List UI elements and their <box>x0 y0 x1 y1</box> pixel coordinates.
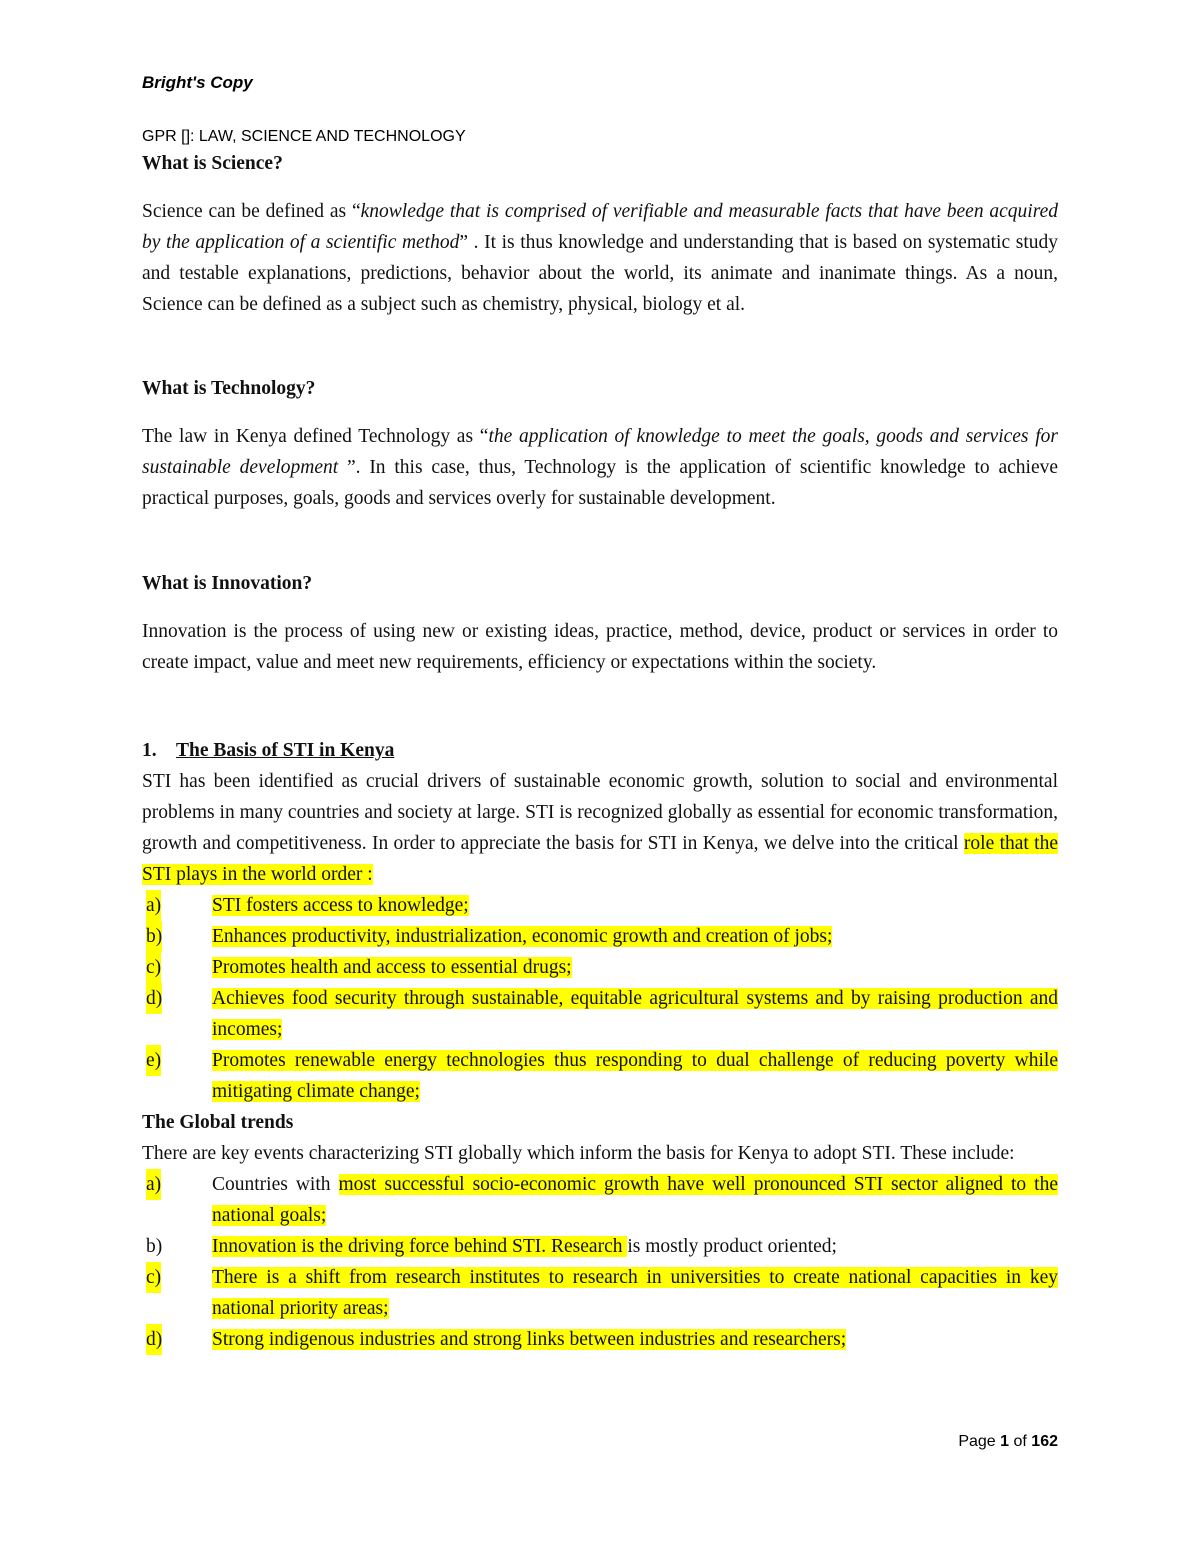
list-item <box>142 1324 1058 1355</box>
list-item-tail: is mostly product oriented; <box>627 1236 837 1257</box>
list-item-text: STI fosters access to knowledge; <box>212 895 469 916</box>
list-item <box>142 952 1058 983</box>
of-word: of <box>1013 1433 1027 1450</box>
list-marker: a) <box>146 1169 161 1200</box>
section-1-intro <box>142 766 1058 890</box>
list-item <box>142 1231 1058 1262</box>
list-item <box>142 890 1058 921</box>
innovation-section <box>142 573 1058 678</box>
list-item <box>142 1262 1058 1324</box>
list-marker: c) <box>146 952 161 983</box>
list-item-highlight: Strong indigenous industries and strong links between industries and researchers; <box>212 1329 847 1350</box>
science-intro: Science can be defined as “ <box>142 201 361 222</box>
current-page: 1 <box>1000 1433 1010 1450</box>
science-section <box>142 153 1058 320</box>
global-trends-heading: The Global trends <box>142 1112 294 1133</box>
section-title: The Basis of STI in Kenya <box>176 740 395 761</box>
list-marker: b) <box>146 1236 163 1257</box>
list-marker: c) <box>146 1262 161 1293</box>
innovation-paragraph: Innovation is the process of using new or existing ideas, practice, method, device, product or services in order to create impact, value and meet new requirements, efficiency or expectations within the society. <box>142 621 1058 673</box>
technology-intro: The law in Kenya defined Technology as “ <box>142 426 489 447</box>
global-trends-intro: There are key events characterizing STI globally which inform the basis for Kenya to adopt STI. These include: <box>142 1143 1015 1164</box>
technology-heading: What is Technology? <box>142 378 316 399</box>
technology-quote: the application of knowledge to meet the goals, goods and services for sustainable development <box>142 426 1058 478</box>
list-item-highlight: most successful socio-economic growth have well pronounced STI sector aligned to the national goals; <box>212 1174 1058 1226</box>
science-rest: ” . It is thus knowledge and understanding that is based on systematic study and testable explanations, predictions, behavior about the world, its animate and inanimate things. As a noun, Science can be defined as a subject such as chemistry, physical, biology et al. <box>142 232 1058 315</box>
page-footer <box>958 1433 1058 1451</box>
global-trends-list <box>142 1169 1058 1355</box>
science-heading: What is Science? <box>142 153 283 174</box>
list-item-text: Achieves food security through sustainable, equitable agricultural systems and by raising production and incomes; <box>212 988 1058 1040</box>
section-1-intro-highlight: role that the STI plays in the world order : <box>142 833 1058 885</box>
innovation-heading: What is Innovation? <box>142 573 313 594</box>
list-item-highlight: Innovation is the driving force behind STI. Research <box>212 1236 628 1257</box>
list-marker: a) <box>146 890 161 921</box>
list-item <box>142 1169 1058 1231</box>
section-1-heading <box>142 735 1058 766</box>
technology-section <box>142 378 1058 514</box>
document-page <box>142 0 1058 1553</box>
list-item <box>142 921 1058 952</box>
copy-label: Bright's Copy <box>142 73 253 92</box>
section-number: 1. <box>142 740 157 761</box>
list-marker: e) <box>146 1045 161 1076</box>
list-item <box>142 1045 1058 1107</box>
document-title: GPR []: LAW, SCIENCE AND TECHNOLOGY <box>142 128 466 145</box>
list-item-text: Enhances productivity, industrialization, economic growth and creation of jobs; <box>212 926 833 947</box>
technology-paragraph <box>142 421 1058 514</box>
list-item-text: Promotes health and access to essential drugs; <box>212 957 572 978</box>
sti-roles-list <box>142 890 1058 1107</box>
section-basis-sti <box>142 735 1058 1355</box>
list-item <box>142 983 1058 1045</box>
list-marker: d) <box>146 1324 162 1355</box>
total-pages: 162 <box>1031 1433 1058 1450</box>
science-paragraph <box>142 196 1058 320</box>
section-1-intro-text: STI has been identified as crucial drivers of sustainable economic growth, solution to social and environmental problems in many countries and society at large. STI is recognized globally as essential for economic transformation, growth and competitiveness. In order to appreciate the basis for STI in Kenya, we delve into the critical <box>142 771 1058 854</box>
list-item-text: Promotes renewable energy technologies thus responding to dual challenge of reducing poverty while mitigating climate change; <box>212 1050 1058 1102</box>
list-item-plain: Countries with <box>212 1174 339 1195</box>
science-quote: knowledge that is comprised of verifiable and measurable facts that have been acquired by the application of a scientific method <box>142 201 1059 253</box>
list-item-highlight: There is a shift from research institutes to research in universities to create national capacities in key national priority areas; <box>212 1267 1058 1319</box>
list-marker: b) <box>146 921 162 952</box>
list-marker: d) <box>146 983 162 1014</box>
page-word: Page <box>958 1433 996 1450</box>
technology-rest: ”. In this case, thus, Technology is the application of scientific knowledge to achieve practical purposes, goals, goods and services overly for sustainable development. <box>142 457 1058 509</box>
